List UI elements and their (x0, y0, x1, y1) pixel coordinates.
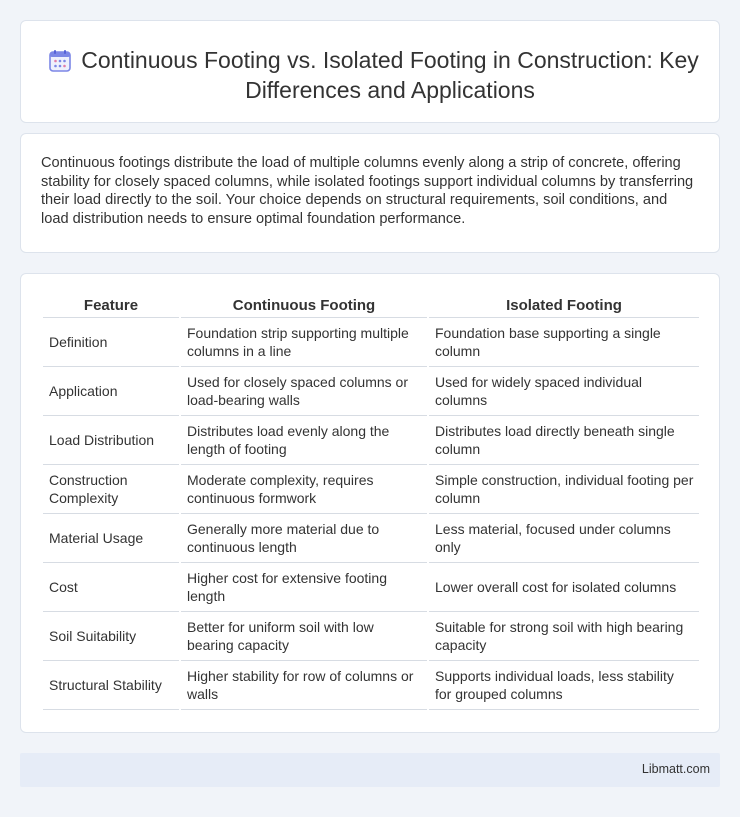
continuous-cell: Better for uniform soil with low bearing capacity (181, 612, 427, 661)
table-row (43, 367, 699, 416)
continuous-cell: Moderate complexity, requires continuous formwork (181, 465, 427, 514)
table-row (43, 563, 699, 612)
feature-cell: Definition (43, 318, 179, 367)
table-row (43, 661, 699, 710)
title-bar (47, 45, 699, 105)
continuous-cell: Generally more material due to continuous length (181, 514, 427, 563)
feature-cell: Cost (43, 563, 179, 612)
continuous-cell: Higher cost for extensive footing length (181, 563, 427, 612)
isolated-cell: Simple construction, individual footing per column (429, 465, 699, 514)
table-row (43, 416, 699, 465)
isolated-cell: Less material, focused under columns only (429, 514, 699, 563)
footer-site-link[interactable]: Libmatt.com (641, 762, 710, 776)
comparison-table (41, 296, 701, 710)
isolated-cell: Supports individual loads, less stability for grouped columns (429, 661, 699, 710)
header-isolated-footing: Isolated Footing (429, 296, 699, 318)
isolated-cell: Used for widely spaced individual columns (429, 367, 699, 416)
continuous-cell: Higher stability for row of columns or walls (181, 661, 427, 710)
isolated-cell: Suitable for strong soil with high bearing capacity (429, 612, 699, 661)
title-card (20, 20, 720, 123)
isolated-cell: Lower overall cost for isolated columns (429, 563, 699, 612)
feature-cell: Application (43, 367, 179, 416)
continuous-cell: Used for closely spaced columns or load-bearing walls (181, 367, 427, 416)
feature-cell: Load Distribution (43, 416, 179, 465)
summary-card (20, 133, 720, 253)
header-continuous-footing: Continuous Footing (181, 296, 427, 318)
header-feature: Feature (43, 296, 179, 318)
table-row (43, 318, 699, 367)
comparison-card (20, 273, 720, 733)
summary-paragraph: Continuous footings distribute the load of multiple columns evenly along a strip of concrete, offering stability for closely spaced columns, while isolated footings support individual columns by transferring their load directly to the soil. Your choice depends on structural requirements, soil conditions, and load distribution needs to ensure optimal foundation performance. (41, 155, 694, 227)
continuous-cell: Distributes load evenly along the length of footing (181, 416, 427, 465)
continuous-cell: Foundation strip supporting multiple columns in a line (181, 318, 427, 367)
feature-cell: Soil Suitability (43, 612, 179, 661)
table-row (43, 612, 699, 661)
isolated-cell: Distributes load directly beneath single column (429, 416, 699, 465)
feature-cell: Construction Complexity (43, 465, 179, 514)
page-title: Continuous Footing vs. Isolated Footing in Construction: Key Differences and Applications (81, 47, 699, 103)
table-header-row (43, 296, 699, 318)
table-row (43, 465, 699, 514)
feature-cell: Structural Stability (43, 661, 179, 710)
feature-cell: Material Usage (43, 514, 179, 563)
table-row (43, 514, 699, 563)
footer-bar (20, 753, 720, 787)
isolated-cell: Foundation base supporting a single column (429, 318, 699, 367)
calendar-icon (47, 48, 73, 74)
